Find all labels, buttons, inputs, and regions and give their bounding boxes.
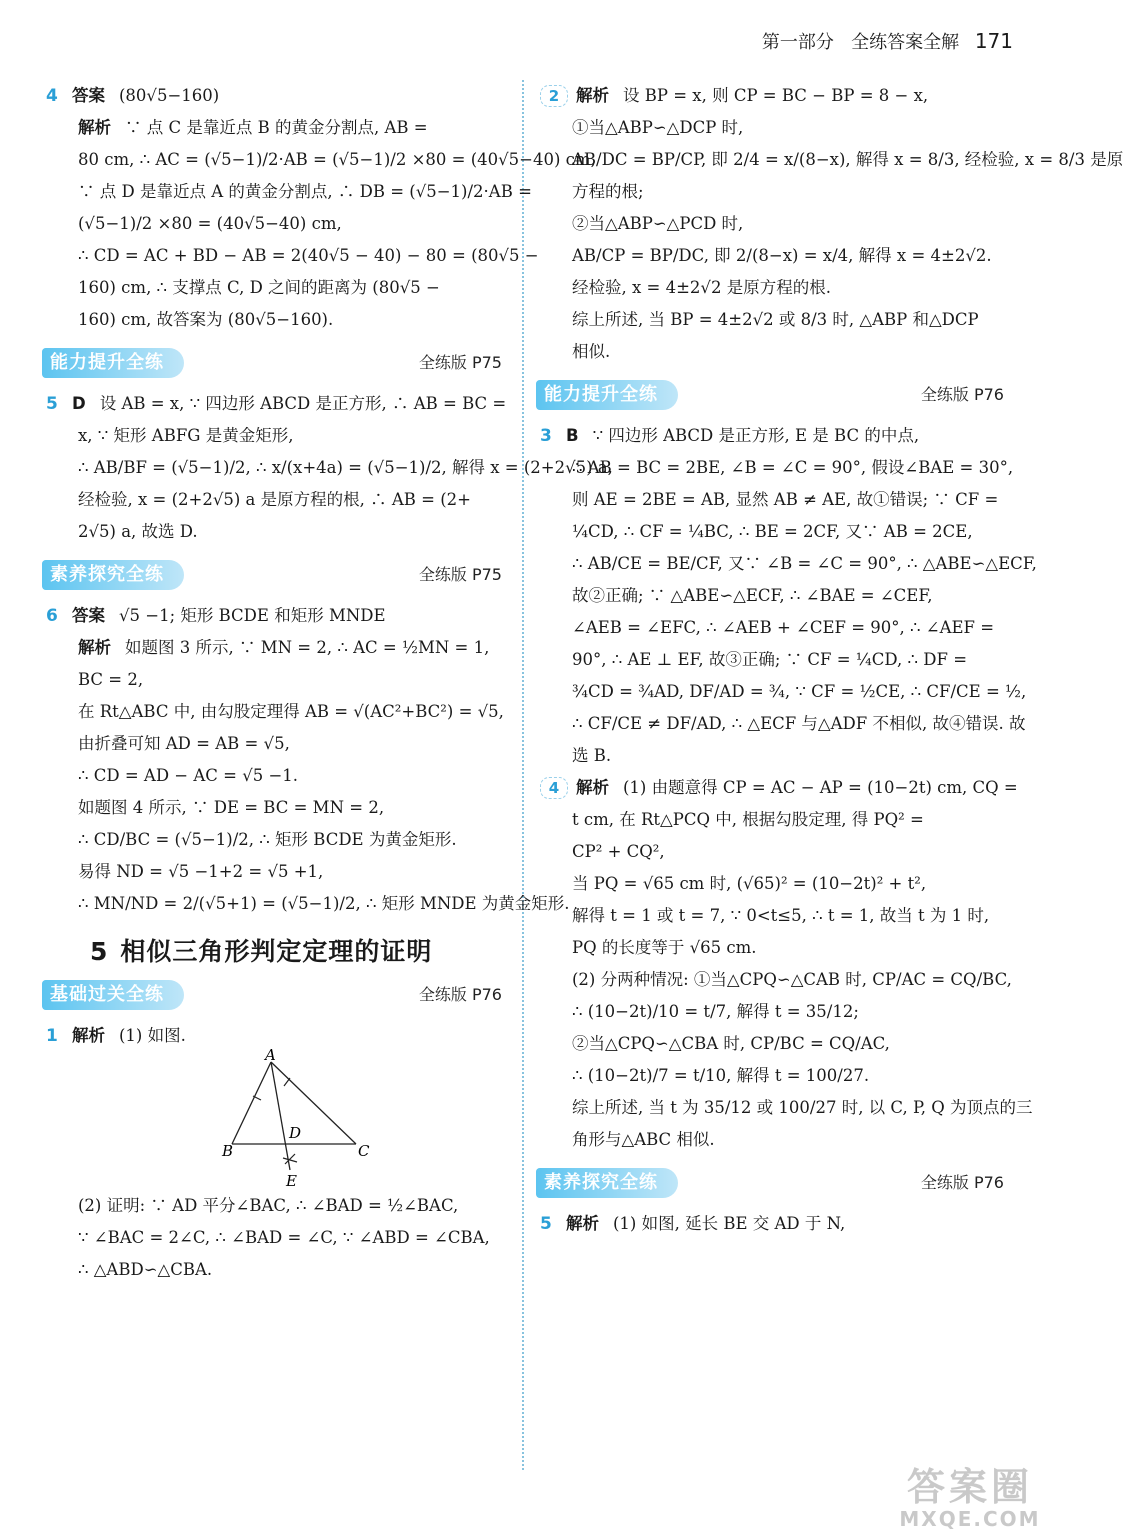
watermark: [885, 1466, 1055, 1532]
question-number: 6: [46, 606, 58, 626]
analysis-label: 解析: [566, 1214, 599, 1233]
q6-answer-line: [46, 600, 508, 632]
section-number: 5: [90, 937, 109, 966]
question-number: 1: [46, 1026, 58, 1046]
question-number: 2: [540, 85, 568, 107]
version-ref: 全练版 P75: [418, 565, 502, 584]
version-ref: 全练版 P75: [418, 353, 502, 372]
analysis-label: 解析: [78, 638, 111, 657]
section-bar: [46, 978, 508, 1012]
q3-line: ∴ CF/CE ≠ DF/AD, ∴ △ECF 与△ADF 不相似, 故④错误. 故: [572, 714, 1026, 733]
q4-line: (√5−1)/2 ×80 = (40√5−40) cm,: [78, 214, 342, 233]
label-e: E: [286, 1172, 297, 1190]
section-tag: 能力提升全练: [42, 348, 184, 378]
q2-line: 方程的根;: [572, 182, 644, 201]
q3-line: ¼CD, ∴ CF = ¼BC, ∴ BE = 2CF, 又∵ AB = 2CE,: [572, 522, 973, 541]
analysis-label: 解析: [576, 86, 609, 105]
q4-line: ∴ CD = AC + BD − AB = 2(40√5 − 40) − 80 = (80√5 −: [78, 246, 539, 265]
q6-line: 解析 如题图 3 所示, ∵ MN = 2, ∴ AC = ½MN = 1,: [78, 638, 490, 657]
q4-answer-line: [46, 80, 508, 112]
answer-label: 答案: [72, 86, 105, 105]
section-tag: 基础过关全练: [42, 980, 184, 1010]
q5-line: 5 解析 (1) 如图, 延长 BE 交 AD 于 N,: [540, 1208, 1010, 1240]
version-ref: 全练版 P76: [920, 385, 1004, 404]
q2-line: AB/CP = BP/DC, 即 2/(8−x) = x/4, 解得 x = 4±2√2.: [572, 246, 992, 265]
q6-line: ∴ MN/ND = 2/(√5+1) = (√5−1)/2, ∴ 矩形 MNDE 为黄金矩形.: [78, 894, 570, 913]
q4-line: ∴ (10−2t)/10 = t/7, 解得 t = 35/12;: [572, 1002, 859, 1021]
q4-line: PQ 的长度等于 √65 cm.: [572, 938, 757, 957]
q6-line: ∴ CD/BC = (√5−1)/2, ∴ 矩形 BCDE 为黄金矩形.: [78, 830, 457, 849]
answer-value: (80√5−160): [119, 86, 220, 105]
q3-line: ¾CD = ¾AD, DF/AD = ¾, ∵ CF = ½CE, ∴ CF/CE = ½,: [572, 682, 1027, 701]
arc-mark: [284, 1078, 290, 1086]
question-number: 3: [540, 426, 552, 446]
answer-value: √5 −1; 矩形 BCDE 和矩形 MNDE: [119, 606, 386, 625]
q4-line: CP² + CQ²,: [572, 842, 665, 861]
q4-line: 当 PQ = √65 cm 时, (√65)² = (10−2t)² + t²,: [572, 874, 927, 893]
q3-line: 则 AE = 2BE = AB, 显然 AB ≠ AE, 故①错误; ∵ CF =: [572, 490, 999, 509]
q3-line: 90°, ∴ AE ⊥ EF, 故③正确; ∵ CF = ¼CD, ∴ DF =: [572, 650, 968, 669]
q1-line: ∴ △ABD∽△CBA.: [78, 1260, 213, 1279]
q2-line: 经检验, x = 4±2√2 是原方程的根.: [572, 278, 831, 297]
q2-line: ①当△ABP∽△DCP 时,: [572, 118, 744, 137]
q6-line: 在 Rt△ABC 中, 由勾股定理得 AB = √(AC²+BC²) = √5,: [78, 702, 504, 721]
section-bar: [46, 558, 508, 592]
q4-line: 解得 t = 1 或 t = 7, ∵ 0<t≤5, ∴ t = 1, 故当 t 为 1 时,: [572, 906, 990, 925]
q4-line: 80 cm, ∴ AC = (√5−1)/2·AB = (√5−1)/2 ×80 = (40√5−40) cm,: [78, 150, 596, 169]
q4-line: 综上所述, 当 t 为 35/12 或 100/27 时, 以 C, P, Q 为顶点的三: [572, 1098, 1033, 1117]
q5-line: 5 D 设 AB = x, ∵ 四边形 ABCD 是正方形, ∴ AB = BC =: [46, 388, 508, 420]
analysis-label: 解析: [78, 118, 111, 137]
header-section: 第一部分: [761, 32, 834, 53]
q3-line: 3 B ∵ 四边形 ABCD 是正方形, E 是 BC 的中点,: [540, 420, 1010, 452]
q3-line: 故②正确; ∵ △ABE∽△ECF, ∴ ∠BAE = ∠CEF,: [572, 586, 933, 605]
choice-answer: B: [566, 426, 579, 445]
q4-line: 160) cm, ∴ 支撑点 C, D 之间的距离为 (80√5 −: [78, 278, 440, 297]
q1-line: ∵ ∠BAC = 2∠C, ∴ ∠BAD = ∠C, ∵ ∠ABD = ∠CBA,: [78, 1228, 490, 1247]
choice-answer: D: [72, 394, 86, 413]
q4-line: 160) cm, 故答案为 (80√5−160).: [78, 310, 334, 329]
q6-line: 如题图 4 所示, ∵ DE = BC = MN = 2,: [78, 798, 385, 817]
section-tag: 素养探究全练: [536, 1168, 678, 1198]
section-bar: [46, 346, 508, 380]
section-bar: [540, 378, 1010, 412]
q6-line: BC = 2,: [78, 670, 144, 689]
q4-line: ②当△CPQ∽△CBA 时, CP/BC = CQ/AC,: [572, 1034, 890, 1053]
page-header: [762, 28, 1013, 54]
q2-line: 相似.: [572, 342, 611, 361]
section-tag: 素养探究全练: [42, 560, 184, 590]
q4-line: 角形与△ABC 相似.: [572, 1130, 715, 1149]
q4-line: t cm, 在 Rt△PCQ 中, 根据勾股定理, 得 PQ² =: [572, 810, 924, 829]
q3-line: ∠AEB = ∠EFC, ∴ ∠AEB + ∠CEF = 90°, ∴ ∠AEF =: [572, 618, 995, 637]
q1-line: (2) 证明: ∵ AD 平分∠BAC, ∴ ∠BAD = ½∠BAC,: [78, 1196, 459, 1215]
version-ref: 全练版 P76: [418, 985, 502, 1004]
label-d: D: [289, 1124, 302, 1142]
q4-line: 解析 ∵ 点 C 是靠近点 B 的黄金分割点, AB =: [78, 118, 428, 137]
q6-line: 易得 ND = √5 −1+2 = √5 +1,: [78, 862, 324, 881]
q2-line: 综上所述, 当 BP = 4±2√2 或 8/3 时, △ABP 和△DCP: [572, 310, 979, 329]
side-ab: [232, 1062, 271, 1144]
label-b: B: [222, 1142, 234, 1160]
q5-line: x, ∵ 矩形 ABFG 是黄金矩形,: [78, 426, 294, 445]
q3-line: ∴ AB/CE = BE/CF, 又∵ ∠B = ∠C = 90°, ∴ △ABE∽△ECF,: [572, 554, 1037, 573]
question-number: 5: [540, 1214, 552, 1234]
section-tag: 能力提升全练: [536, 380, 678, 410]
q1-line: 1 解析 (1) 如图.: [46, 1020, 508, 1052]
q5-line: ∴ AB/BF = (√5−1)/2, ∴ x/(x+4a) = (√5−1)/2, 解得 x = (2+2√5) a,: [78, 458, 613, 477]
version-ref: 全练版 P76: [920, 1173, 1004, 1192]
answer-label: 答案: [72, 606, 105, 625]
q5-line: 经检验, x = (2+2√5) a 是原方程的根, ∴ AB = (2+: [78, 490, 471, 509]
label-c: C: [358, 1142, 370, 1160]
triangle-diagram: [46, 1046, 508, 1190]
question-number: 4: [540, 777, 568, 799]
watermark-logo: 答案圈: [906, 1465, 1033, 1509]
q4-line: 4 解析 (1) 由题意得 CP = AC − AP = (10−2t) cm, CQ =: [540, 772, 1010, 804]
page-number: 171: [974, 29, 1013, 53]
header-title: 全练答案全解: [851, 32, 960, 53]
section-title-text: 相似三角形判定定理的证明: [120, 937, 433, 966]
q4-line: ∵ 点 D 是靠近点 A 的黄金分割点, ∴ DB = (√5−1)/2·AB =: [78, 182, 532, 201]
analysis-label: 解析: [72, 1026, 105, 1045]
q2-line: ②当△ABP∽△PCD 时,: [572, 214, 744, 233]
q4-line: ∴ (10−2t)/7 = t/10, 解得 t = 100/27.: [572, 1066, 870, 1085]
section-title: [90, 932, 508, 968]
q6-line: ∴ CD = AD − AC = √5 −1.: [78, 766, 299, 785]
q2-line: AB/DC = BP/CP, 即 2/4 = x/(8−x), 解得 x = 8/3, 经检验, x = 8/3 是原: [572, 150, 1123, 169]
q3-line: ∴ AB = BC = 2BE, ∠B = ∠C = 90°, 假设∠BAE = 30°,: [572, 458, 1014, 477]
q5-line: 2√5) a, 故选 D.: [78, 522, 198, 541]
q3-line: 选 B.: [572, 746, 612, 765]
watermark-url: MXQE.COM: [899, 1507, 1041, 1531]
question-number: 4: [46, 86, 58, 106]
right-column: [540, 80, 1123, 1240]
q4-line: (2) 分两种情况: ①当△CPQ∽△CAB 时, CP/AC = CQ/BC,: [572, 970, 1012, 989]
q2-line: 2 解析 设 BP = x, 则 CP = BC − BP = 8 − x,: [540, 80, 1010, 112]
triangle-figure: [46, 1046, 508, 1190]
analysis-label: 解析: [576, 778, 609, 797]
question-number: 5: [46, 394, 58, 414]
column-divider: [522, 80, 524, 1470]
q6-line: 由折叠可知 AD = AB = √5,: [78, 734, 290, 753]
section-bar: [540, 1166, 1010, 1200]
label-a: A: [265, 1046, 276, 1064]
